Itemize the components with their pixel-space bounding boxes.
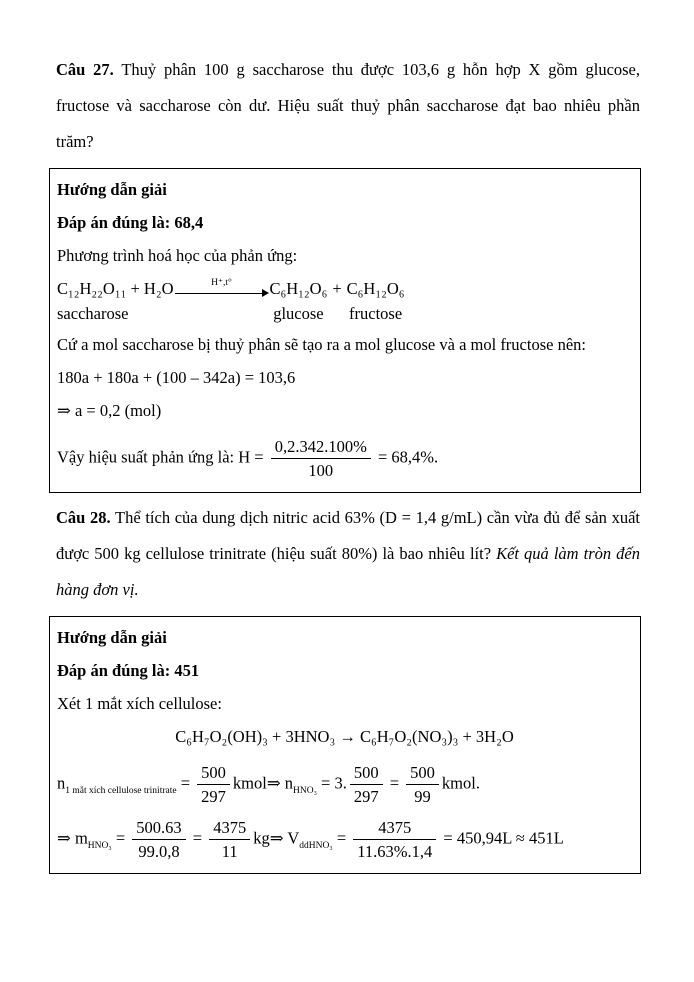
equals-1: = — [111, 828, 130, 848]
question-28-text: Thể tích của dung dịch nitric acid 63% (D = 1,4 g/mL) cần vừa đủ để sản xuất được 500 kg cellulose trinitrate (hiệu suất 80%) là bao nhiêu lít? — [56, 508, 641, 563]
reactant-name: saccharose — [57, 304, 129, 323]
solution-27-intro: Phương trình hoá học của phản ứng: — [57, 246, 298, 265]
kg-unit: kg — [253, 828, 270, 848]
product2-formula: C₆H₁₂O₆ — [346, 279, 405, 298]
solution-28-answer: Đáp án đúng là: 451 — [57, 661, 200, 680]
numerator: 500 — [406, 761, 439, 785]
question-28-number: Câu 28. — [56, 508, 111, 527]
reactants-formula: C₁₂H₂₂O₁₁ + H₂O — [57, 279, 174, 298]
solution-box-27 — [49, 168, 641, 493]
n-cellulose-subscript: 1 mắt xích cellulose trinitrate — [65, 785, 177, 796]
denominator: 99 — [414, 787, 431, 806]
right-arrow-icon — [175, 288, 269, 299]
equals-1: = — [176, 773, 195, 793]
equals-2: = — [385, 773, 404, 793]
n-cellulose-var: n — [57, 773, 66, 793]
n-hno3-var: n — [284, 773, 294, 793]
efficiency-numerator: 0,2.342.100% — [271, 435, 371, 459]
product1-name: glucose — [273, 304, 324, 323]
efficiency-result: = 68,4%. — [373, 447, 439, 467]
numerator: 500 — [350, 761, 383, 785]
kmol-unit-1: kmol — [232, 773, 267, 793]
product2-name: fructose — [349, 304, 403, 323]
fraction-mass — [132, 816, 185, 863]
plus-sign: + — [332, 279, 342, 298]
efficiency-equation — [57, 435, 632, 482]
fraction-500-99 — [406, 761, 439, 808]
m-hno3-subscript: HNO₃ — [87, 840, 112, 851]
denominator: 297 — [201, 787, 226, 806]
solution-27-line-a: Cứ a mol saccharose bị thuỷ phân sẽ tạo ra a mol glucose và a mol fructose nên: — [57, 335, 586, 354]
efficiency-denominator: 100 — [308, 461, 334, 480]
equals-3dot: = 3. — [316, 773, 347, 793]
fraction-4375-11 — [209, 816, 250, 863]
denominator: 11.63%.1,4 — [357, 842, 433, 861]
efficiency-prefix: Vậy hiệu suất phản ứng là: H = — [57, 447, 268, 467]
n-hno3-subscript: HNO₃ — [293, 785, 317, 796]
product1-column — [270, 275, 328, 326]
solution-28-heading: Hướng dẫn giải — [57, 628, 167, 647]
reactant-column — [57, 275, 174, 326]
fraction-volume — [353, 816, 436, 863]
fraction-500-297 — [197, 761, 230, 808]
denominator: 297 — [353, 787, 379, 806]
mole-equation-line — [57, 761, 632, 808]
product1-formula: C₆H₁₂O₆ — [269, 279, 328, 298]
question-28-note: Kết quả làm tròn đến hàng đơn vị. — [56, 544, 640, 599]
numerator: 4375 — [209, 816, 250, 840]
solution-28-intro: Xét 1 mắt xích cellulose: — [57, 694, 222, 713]
numerator: 4375 — [353, 816, 436, 840]
numerator: 500.63 — [132, 816, 185, 840]
v-ddhno3-var: ⇒ V — [269, 828, 300, 848]
m-hno3-var: ⇒ m — [57, 828, 88, 848]
reaction-arrow — [175, 275, 269, 299]
solution-27-line-b: 180a + 180a + (100 – 342a) = 103,6 — [57, 368, 296, 387]
denominator: 99.0,8 — [138, 842, 180, 861]
reaction-equation-28: C₆H₇O₂(OH)₃ + 3HNO₃ → C₆H₇O₂(NO₃)₃ + 3H₂O — [175, 727, 514, 746]
denominator: 11 — [221, 842, 238, 861]
reaction-equation-27 — [57, 275, 632, 326]
fraction-500-297-b — [350, 761, 383, 808]
product2-column — [347, 275, 405, 326]
equals-3: = — [332, 828, 351, 848]
mass-volume-equation-line — [57, 816, 632, 863]
question-27 — [56, 52, 640, 160]
solution-27-answer: Đáp án đúng là: 68,4 — [57, 213, 204, 232]
reaction-condition-label: H⁺,t° — [211, 278, 232, 288]
v-ddhno3-subscript: ddHNO₃ — [299, 840, 333, 851]
volume-result: = 450,94L ≈ 451L — [439, 828, 564, 848]
question-27-number: Câu 27. — [56, 60, 114, 79]
efficiency-fraction — [271, 435, 371, 482]
solution-27-heading: Hướng dẫn giải — [57, 180, 167, 199]
solution-box-28 — [49, 616, 641, 874]
question-27-text: Thuỷ phân 100 g saccharose thu được 103,6 g hỗn hợp X gồm glucose, fructose và saccharose còn dư. Hiệu suất thuỷ phân saccharose đạt bao nhiêu phần trăm? — [56, 60, 641, 151]
implies-arrow-1: ⇒ — [266, 773, 285, 793]
kmol-unit-2: kmol. — [441, 773, 480, 793]
equals-2: = — [188, 828, 207, 848]
solution-27-line-c: ⇒ a = 0,2 (mol) — [57, 401, 162, 420]
question-28 — [56, 500, 640, 608]
numerator: 500 — [197, 761, 230, 785]
